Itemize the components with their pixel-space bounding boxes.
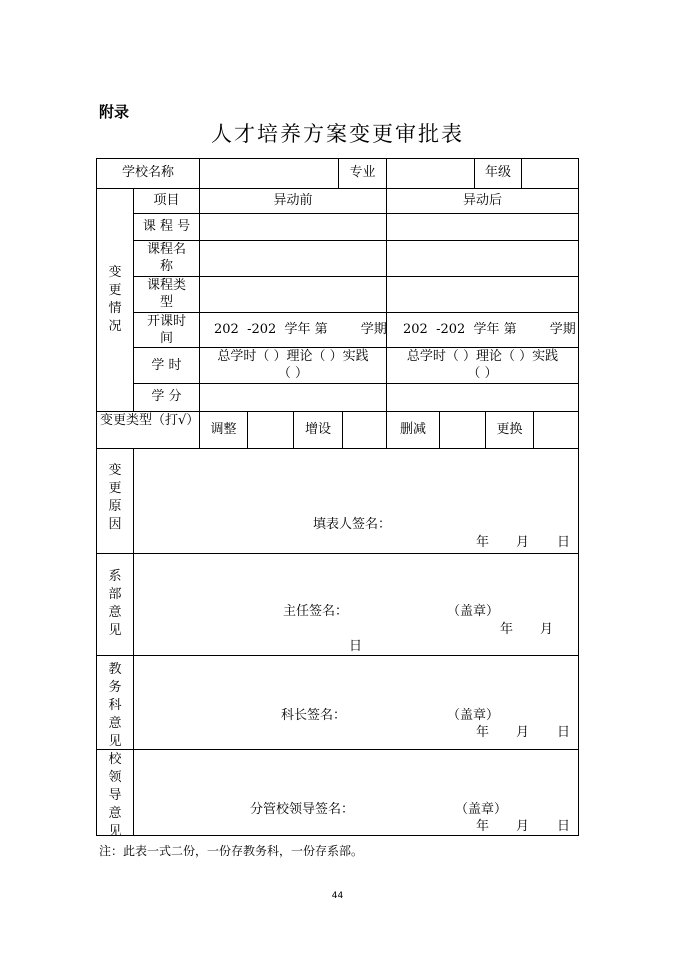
- change-type-delete-checkbox[interactable]: [440, 421, 485, 439]
- course-number-before[interactable]: [200, 218, 386, 236]
- major-label: 专业: [349, 165, 376, 180]
- course-type-after[interactable]: [387, 285, 578, 303]
- course-type-before[interactable]: [200, 285, 386, 303]
- leader-seal: （盖章）: [455, 802, 508, 817]
- change-type-replace: 更换: [496, 422, 523, 437]
- dept-year: 年: [500, 622, 514, 637]
- footnote: 注：此表一式二份，一份存教务科，一份存系部。: [99, 844, 364, 858]
- leader-signer-label: 分管校领导签名：: [250, 802, 355, 817]
- course-type-label: 课程类型: [146, 278, 186, 310]
- course-name-before[interactable]: [200, 249, 386, 267]
- change-type-adjust: 调整: [210, 422, 237, 437]
- academic-year: 年: [476, 725, 490, 740]
- course-number-after[interactable]: [387, 218, 578, 236]
- leader-month: 月: [516, 819, 530, 834]
- change-type-replace-checkbox[interactable]: [534, 421, 578, 439]
- hours-label: 学 时: [151, 358, 182, 373]
- hours-before-line1[interactable]: 总学时（ ）理论（ ）实践: [217, 349, 369, 364]
- change-type-adjust-checkbox[interactable]: [248, 421, 293, 439]
- academic-month: 月: [516, 725, 530, 740]
- dept-seal: （盖章）: [447, 604, 500, 619]
- credit-after[interactable]: [387, 388, 578, 406]
- page-number: 44: [331, 891, 344, 901]
- after-header: 异动后: [462, 193, 502, 208]
- academic-signer-label: 科长签名：: [281, 708, 347, 723]
- dept-section-label: 系部意见: [108, 569, 122, 638]
- appendix-label: 附录: [99, 103, 130, 121]
- hours-before-line2[interactable]: （ ）: [277, 366, 309, 381]
- hours-after-line2[interactable]: （ ）: [467, 366, 498, 381]
- course-name-label: 课程名称: [146, 242, 186, 274]
- leader-year: 年: [476, 819, 490, 834]
- reason-signer-label: 填表人签名：: [313, 517, 392, 532]
- grade-value[interactable]: [522, 164, 578, 182]
- change-type-delete: 删减: [399, 422, 426, 437]
- item-header: 项目: [153, 193, 180, 208]
- reason-year: 年: [476, 535, 490, 550]
- dept-signer-label: 主任签名：: [283, 604, 349, 619]
- change-section-label: 变更情况: [108, 265, 122, 334]
- change-type-label: 变更类型（打√）: [100, 413, 200, 428]
- course-name-after[interactable]: [387, 249, 578, 267]
- academic-section-label: 教务科意见: [108, 662, 122, 749]
- form-title: 人才培养方案变更审批表: [211, 122, 464, 146]
- major-value[interactable]: [387, 164, 474, 182]
- leader-day: 日: [557, 819, 571, 834]
- school-name-label: 学校名称: [121, 165, 174, 180]
- change-type-add: 增设: [304, 422, 331, 437]
- open-time-label: 开课时间: [146, 314, 186, 346]
- change-type-add-checkbox[interactable]: [343, 421, 386, 439]
- dept-day: 日: [349, 639, 363, 654]
- course-number-label: 课 程 号: [142, 219, 191, 234]
- reason-month: 月: [516, 535, 530, 550]
- before-header: 异动前: [273, 193, 313, 208]
- reason-day: 日: [557, 535, 571, 550]
- credit-label: 学 分: [151, 389, 182, 404]
- hours-after-line1[interactable]: 总学时（ ）理论（ ）实践: [406, 349, 559, 364]
- leader-section-label: 校领导意见: [108, 752, 122, 839]
- grade-label: 年级: [484, 165, 511, 180]
- open-time-before[interactable]: 202 -202 学年 第 学期: [214, 322, 387, 337]
- open-time-after[interactable]: 202 -202 学年 第 学期: [403, 322, 576, 337]
- reason-section-label: 变更原因: [108, 463, 122, 532]
- school-name-value[interactable]: [200, 164, 338, 182]
- dept-month: 月: [540, 622, 554, 637]
- credit-before[interactable]: [200, 388, 386, 406]
- academic-day: 日: [557, 725, 571, 740]
- academic-seal: （盖章）: [447, 708, 500, 723]
